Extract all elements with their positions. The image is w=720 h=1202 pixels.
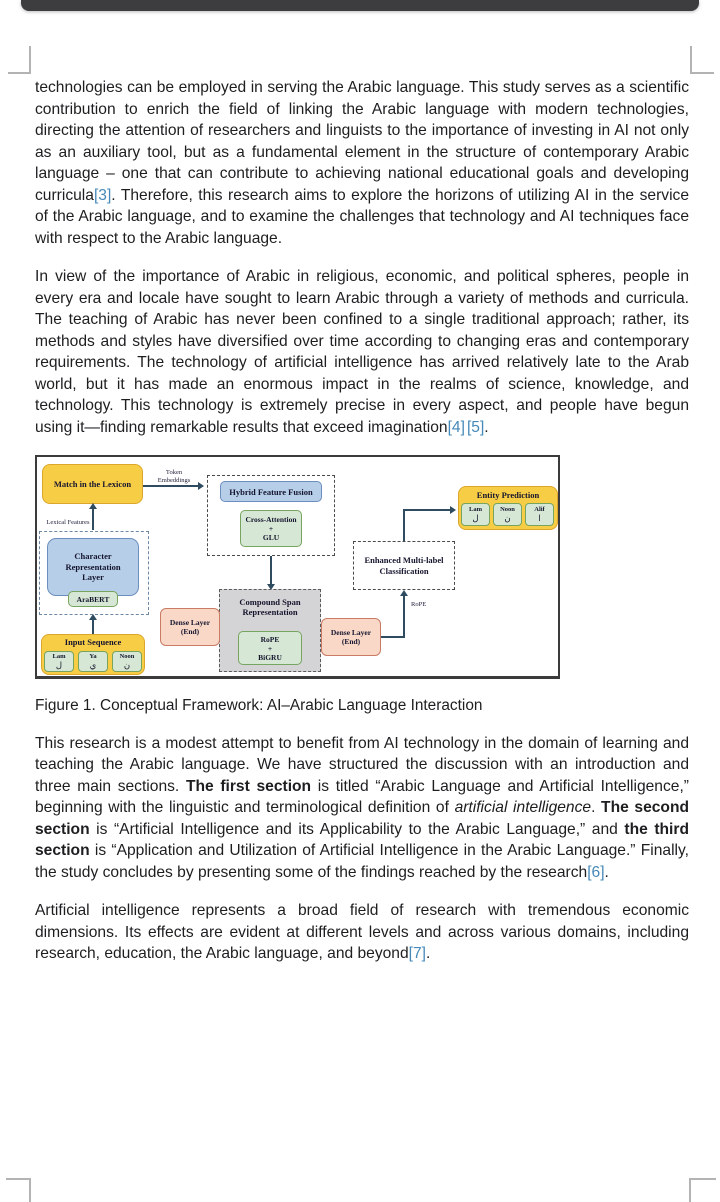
citation-link-3[interactable]: [3] <box>93 186 112 204</box>
label-lexical-features <box>42 519 94 527</box>
document-body <box>35 0 689 982</box>
arrowhead <box>400 590 408 596</box>
bold-text: the third section <box>35 820 689 859</box>
page-corner-mark-bottom-left <box>6 1178 31 1202</box>
node-match-in-lexicon <box>42 464 143 504</box>
chip-arabic-letter: ل <box>55 660 63 671</box>
chip-arabic-letter: ن <box>504 513 511 524</box>
node-label-line: + <box>267 643 273 653</box>
node-label-line: BiGRU <box>258 652 282 662</box>
citation-link-7[interactable]: [7] <box>408 945 426 962</box>
node-label-line: Enhanced Multi-label <box>364 554 444 565</box>
node-label-line: (End) <box>341 637 361 646</box>
node-label: Hybrid Feature Fusion <box>229 486 313 497</box>
paragraph <box>35 77 689 249</box>
node-label-line: Representation <box>242 607 298 617</box>
chip-name: Noon <box>500 505 515 513</box>
paragraph <box>35 266 689 438</box>
node-label-line: Representation <box>65 561 121 572</box>
citation-link-5[interactable]: [5] <box>466 418 485 436</box>
label-line: Lexical Features <box>46 519 90 526</box>
node-label-line: Compound Span <box>239 597 301 607</box>
label-line: Token <box>165 469 183 476</box>
page-corner-mark-bottom-right <box>689 1178 716 1202</box>
node-label-line: Classification <box>379 565 429 576</box>
body-text: is “Artificial Intelligence and its Applicability to the Arabic Language,” and <box>89 820 625 838</box>
arrowhead <box>89 503 97 509</box>
italic-text: artificial intelligence <box>454 799 592 816</box>
node-rope-bigru <box>238 631 302 665</box>
arrow-input-to-encoder <box>92 619 94 634</box>
label-rope <box>411 601 439 609</box>
arrow-lexical-features <box>92 508 94 530</box>
chip-input-lam <box>44 651 74 672</box>
body-text: . <box>484 418 489 436</box>
node-label-line: Layer <box>82 572 104 583</box>
body-text: is titled “Arabic Language and Artificial Intelligence,” beginning with the linguistic and terminological definition of <box>35 777 689 816</box>
arrow-enhanced-to-entity-vertical <box>403 509 405 541</box>
node-hybrid-feature-fusion <box>220 481 322 502</box>
connector-dense-to-enhanced-vertical <box>403 595 405 638</box>
bold-text: The first section <box>185 777 312 795</box>
node-dense-layer-end-right <box>321 618 381 656</box>
caption-text: Figure 1. Conceptual Framework: AI–Arabic Language Interaction <box>35 697 483 714</box>
chip-input-noon <box>112 651 142 672</box>
paragraph <box>35 900 689 965</box>
body-text: is “Application and Utilization of Artificial Intelligence in the Arabic Language.” Finally, the study concludes by presenting some of the findings reached by the research <box>35 842 689 881</box>
body-text: . <box>426 945 431 962</box>
node-cross-attention-glu <box>240 510 302 547</box>
node-enhanced-multilabel-classification <box>353 541 455 590</box>
node-label-line: RoPE <box>260 634 280 644</box>
chip-entity-noon <box>493 503 522 526</box>
citation-link-6[interactable]: [6] <box>587 863 605 881</box>
arrow-token-embeddings <box>143 485 201 487</box>
node-arabert <box>68 591 118 607</box>
node-label-line: Character <box>74 551 112 562</box>
page-corner-mark-top-right <box>690 46 714 74</box>
chip-entity-alif <box>525 503 554 526</box>
chip-name: Noon <box>119 652 135 660</box>
chip-entity-lam <box>461 503 490 526</box>
citation-link-4[interactable]: [4] <box>447 418 465 436</box>
node-label: AraBERT <box>76 594 110 604</box>
body-text: This research is a modest attempt to benefit from AI technology in the domain of learning and teaching the Arabic language. We have structured the discussion with an introduction and three main sections. <box>35 734 689 795</box>
arrowhead <box>89 614 97 620</box>
node-label-line: (End) <box>180 627 200 636</box>
chip-input-ya <box>78 651 108 672</box>
node-label-line: Dense Layer <box>330 628 372 637</box>
figure-1-diagram <box>35 455 560 679</box>
node-label-line: Cross-Attention <box>245 515 297 524</box>
node-label: Match in the Lexicon <box>53 479 132 489</box>
node-label-line: + <box>268 524 274 533</box>
body-text: Artificial intelligence represents a broad field of research with tremendous economic dimensions. Its effects are evident at different levels and across various domains, including research, education, the Arabic language, and beyond <box>35 902 689 962</box>
node-character-representation-layer <box>47 538 139 596</box>
paragraph <box>35 733 689 884</box>
node-dense-layer-end-left <box>160 608 220 646</box>
label-line: Embeddings <box>157 477 191 484</box>
body-text: . Therefore, this research aims to explore the horizons of utilizing AI in the service of the Arabic language, and to examine the challenges that technology and AI techniques face with respect to the Arabic language. <box>35 186 689 247</box>
body-text: In view of the importance of Arabic in religious, economic, and political spheres, people in every era and locale have sought to learn Arabic through a variety of methods and curricula. The teaching of Arabic has never been confined to a single traditional approach; rather, its methods and styles have diversified over time according to changing eras and contemporary requirements. The technology of artificial intelligence has arrived relatively late to the Arab world, but it has made an enormous impact in the realms of science, knowledge, and technology. This technology is extremely precise in every aspect, and people have begun using it—finding remarkable results that exceed imagination <box>35 268 689 436</box>
arrow-enhanced-to-entity-horizontal <box>403 509 453 511</box>
figure-caption <box>35 695 689 717</box>
chip-arabic-letter: ن <box>123 660 131 671</box>
label-token-embeddings <box>145 469 203 485</box>
arrowhead <box>450 506 456 514</box>
page-corner-mark-top-left <box>8 46 31 74</box>
chip-name: Lam <box>52 652 66 660</box>
chip-arabic-letter: ا <box>538 513 541 524</box>
chip-name: Lam <box>469 505 482 513</box>
body-text: . <box>591 799 602 816</box>
label-line: RoPE <box>411 601 427 608</box>
arrow-fusion-to-compound <box>270 556 272 584</box>
node-label-line: GLU <box>262 533 280 542</box>
chip-arabic-letter: ل <box>472 513 479 524</box>
arrowhead <box>198 482 204 490</box>
chip-name: Alif <box>534 505 545 513</box>
node-label: Input Sequence <box>64 637 122 647</box>
body-text: technologies can be employed in serving the Arabic language. This study serves as a scientific contribution to enrich the field of linking the Arabic language with modern technologies, directing the attention of researchers and linguists to the importance of investing in AI not only as an auxiliary tool, but as a fundamental element in the structure of contemporary Arabic language – one that can contribute to achieving national educational goals and developing curricula <box>35 79 689 204</box>
chip-arabic-letter: ي <box>89 660 97 671</box>
connector-dense-to-enhanced <box>381 636 405 638</box>
chip-name: Ya <box>89 652 97 660</box>
bold-text: The second section <box>35 799 689 838</box>
node-label: Entity Prediction <box>476 490 540 500</box>
node-label-line: Dense Layer <box>169 618 211 627</box>
body-text: . <box>604 863 609 881</box>
